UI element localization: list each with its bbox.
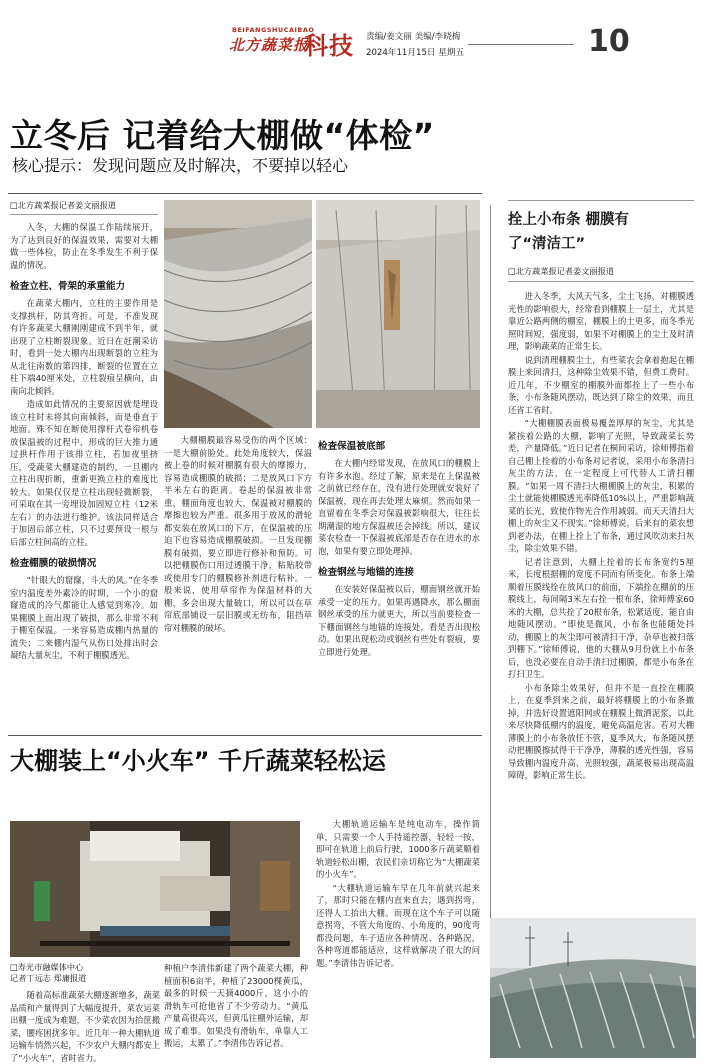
article2 [508,200,694,832]
article3-paragraph: 种植户李清伟新建了两个蔬菜大棚，种植面积6亩半，种植了23000棵黄瓜，最多的时候一天摘4000斤，这小小的滑轨车可抢他省了不少劳动力。“黄瓜产量高很高兴，但黄瓜往棚外运输，却成了难事。如果没有滑轨车，单靠人工搬运，太累了。”李清伟告诉记者。 [164,963,308,1048]
article3-headline: 大棚装上“小火车” 千斤蔬菜轻松运 [10,747,386,775]
page-number: 10 [588,24,630,59]
article1-paragraph: “针眼大的窟窿，斗大的风。”在冬季室内温度差外素冷的时期，一个小的窟窿造成的冷气都能让人感觉到寒冷。如果棚膜上面出现了破损，那么非常不利于棚室保温。一来容易造成棚内热量的流失；二来棚内湿气从伤口处排出时会凝结大量灰尘，不利于棚膜透光。 [10,575,158,660]
article1-paragraph: 在蔬菜大棚内，立柱的主要作用是支撑拱杆，防其弯折。可是，不准发现有许多蔬菜大棚刚刚建成不到半年，就出现了立柱断裂现象。近日在赶潮采访时，看到一处大棚内出现断裂的立柱为从北往南数的第四排，断裂的位置在立柱下端40厘米处，立柱裂痕呈横向，由南向北倾斜。 [10,298,158,396]
article1-column-2 [164,434,312,715]
date-line: 2024年11月15日 星期五 [366,48,465,58]
article1-subheading-1: 检查立柱、骨架的承重能力 [10,281,126,292]
greenhouse-cloth-strips-photo [490,918,696,1058]
article1-headline: 立冬后 记着给大棚做“体检” [10,116,435,155]
divider [8,735,482,736]
article2-paragraph: 说到清理棚膜尘土，有些菜农会拿着抱起在棚膜上来回清扫，这种除尘效果不错，但费工费时。近几年，不少棚室的棚膜外面都拴上了一些小布条，小布条随风摆动，既达到了除尘的效果，而且还省工省时。 [508,354,694,415]
rail-cart-photo [10,821,300,957]
article1-column-1 [10,200,158,660]
article3-column-3 [316,818,480,1014]
header-rule-right [468,44,574,45]
paper-pinyin: BEIFANGSHUCAIBAO [232,26,315,34]
divider [8,193,482,194]
article1-subheading-3: 检查保温被底部 [318,441,386,452]
article3-paragraph: 大棚轨道运输车是纯电动车，操作简单，只需要一个人手持遥控器，轻轻一按，即可在轨道上前后行驶，1000多斤蔬菜顺着轨道轻松出棚，农民们亲切称它为“大棚蔬菜的小火车”。 [316,819,480,879]
masthead [0,0,708,70]
greenhouse-photo-right [316,200,480,428]
article1-column-3 [318,434,480,658]
article1-paragraph: 大棚棚膜最容易受伤的两个区域：一是大棚前脸处。此处角度较大，保温被上卷的时候对棚膜有很大的摩擦力，容易造成棚膜的破损；二是放风口下方半米左右的距离。卷起的保温被非常重，棚面角度也较大，保温被对棚膜的摩擦也较为严重。很多用于放风的滑轮都安装在放风口的下方，在保温被的压迫下也容易造成棚膜破损。一旦发现棚膜有破损，要立即进行修补和预防。可以把棚膜伤口用过透膜干净，粘贴胶带或使用专门的棚膜修补剂进行粘补。一般来说，使用草帘作为保温材料的大棚，多会出现大量破口，所以可以在草帘底部铺设一层旧膜或无纺布，阻挡草帘对棚膜的破坏。 [164,435,312,633]
article1-byline: □北方蔬菜报记者姜文丽报道 [10,200,158,215]
article3-paragraph: 随着高标准蔬菜大棚逐渐增多，蔬菜品质和产量得到了大幅度提升，菜农运菜出棚一度成为难题，不少菜农因为抬筐搬菜，腰疼困扰多年。近几年一种大棚轨道运输车悄然兴起，不少农户大棚内都安上了“小火车”，省时省力。 [10,990,160,1063]
article2-paragraph: 记者注意到，大棚上拴着的长布条宽约5厘米，长度根据棚的宽度不同而有所变化。布条上端顺着压膜线拴在放风口的前面，下端拴在棚前的压膜线上，每间隔3米左右拴一根布条，徐师傅家60米的大棚，总共拴了20根布条，松紧适度，能自由地随风摆动。“即使是微风，小布条也能随处抖动，棚膜上的灰尘即可被清扫干净，杂草也被扫落到棚下。”徐师傅说，他的大棚从9月份就上小布条后，也没必要在自动手清扫过棚膜，都是小布条在打扫卫生。 [508,556,694,679]
paper-name-logo: 北方蔬菜报 [229,36,310,54]
article3-column-1 [10,962,160,1063]
rail-cart-image [10,821,300,957]
article2-paragraph: 进入冬季，大风天气多，尘土飞扬，对棚膜透光性的影响很大，经常看到棚膜上一层土，尤其是靠近公路两侧的棚室，棚膜上的土更多，而冬季光照时间短，强度弱，如果不对棚膜上的尘土及时清理，影响蔬菜的正常生长。 [508,291,694,351]
article1-paragraph: 在大棚内经常发现，在放风口的棚膜上有许多水泡。经过了解，原来是在上保温被之前就已经存在，没有进行处理就安装好了保温被，现在再去处理太麻烦。然而如果一直留着在冬季会对保温被影响很大，往往长期潮湿的地方保温被还会掉线。所以，建议菜农检查一下保温被底部是否存在进水的水泡，如果有要立即处理掉。 [318,458,480,556]
article1-summary: 核心提示：发现问题应及时解决，不要掉以轻心 [12,156,349,175]
article3-paragraph: “大棚轨道运输车早在几年前就兴起来了，那时只能在棚内直来直去，遇到拐弯，还得人工抬出大棚。而现在这个车子可以随意拐弯，不管大角度的、小角度的，90度弯都没问题，车子适应各种情况、各种路况，各种弯道都能适应，这样就解决了很大的问题。”李清伟告诉记者。 [316,882,480,968]
article2-headline-text: 拴上小布条 棚膜有了“清洁工” [508,212,630,252]
greenhouse-photo-left [164,200,312,428]
article1-subheading-4: 检查钢丝与地锚的连接 [318,567,414,578]
article2-headline [508,200,694,256]
article1-intro: 入冬，大棚的保温工作陆续展开，为了达到良好的保温效果，需要对大棚做一些体检，防止在冬季发生不利于保温的情况。 [10,222,158,270]
greenhouse-photo-right-image [316,200,480,428]
article2-top-rule [508,200,694,201]
article1-subheading-2: 检查棚膜的破损情况 [10,558,97,569]
section-title: 科技 [304,32,354,60]
article1-paragraph: 造成如此情况的主要原因就是埋设该立柱时未将其向南倾斜，而是垂直于地面。殊不知在断使用撑杆式卷帘机卷放保温被的过程中，形成的巨大推力通过拱杆作用于该排立柱，若加夜里挤压，受蔬菜大棚建造的制约，一旦棚内立柱出现折断，重新更换立柱的难度比较大。如果仅仅是立柱出现轻微断裂，可采取在其一旁埋设加固短立柱（12米左右）的办法进行维护。该法同样适合于加固后部立柱，只不过要预设一根与后部立柱间高的立柱。 [10,399,158,547]
greenhouse-photo-left-image [164,200,312,428]
article2-paragraph: “大棚棚膜表面极易覆盖厚厚的灰尘，尤其是紧挨着公路的大棚，影响了光照，导致蔬菜长势差，产量降低。”近日记者在桐间采访，徐师傅指着自己棚上拴着的小布条对记者说，采用小布条清扫灰尘的方法，在一定程度上可代替人工清扫棚膜。“如果一周不清扫大棚棚膜上的灰尘，积累的尘土就能使棚膜透光率降低10%以上，严重影响蔬菜的长光，致使作物光合作用减弱。而天天清扫大棚上的灰尘又不现实。”徐师傅说，后来有的菜农想到老办法，在棚上拴上了布条，通过风吹动来扫灰尘，除尘效果不错。 [508,418,694,553]
article2-byline: □北方蔬菜报记者姜文丽报道 [508,266,694,282]
greenhouse-cloth-strips-image [490,918,696,1058]
article2-paragraph: 小布条除尘效果好，但并不是一直拴在棚膜上，在夏季到来之前，最好将棚膜上的小布条撤掉，并选好设置遮阳网或在棚膜上微洒泥浆，以此来尽快降低棚内的温度，避免高温危害。若对大棚薄膜上的小布条放任不管，夏季风大，布条随风摆动把棚膜擦拭得干干净净，薄膜的透光性强，容易导致棚内温度升高、光照较强，蔬菜极易出现高温障碍，影响正常生长。 [508,682,694,780]
editor-line: 责编/姜文丽 美编/李晓梅 [366,32,461,42]
article1-paragraph: 在安装好保温被以后，棚面钢丝就开始承受一定的压力。如果再遇降水，那么棚面钢丝承受的压力就更大，所以当前要检查一下棚面钢丝与地锚的连接处，看是否出现松动。如果出现松动或钢丝有些处有裂痕，要立即进行处理。 [318,584,480,657]
article3-column-2 [164,962,308,1054]
article3-byline: □寿光市融媒体中心 [10,962,84,972]
article3-byline: 记者丁远志 郑庸报道 [10,973,87,983]
